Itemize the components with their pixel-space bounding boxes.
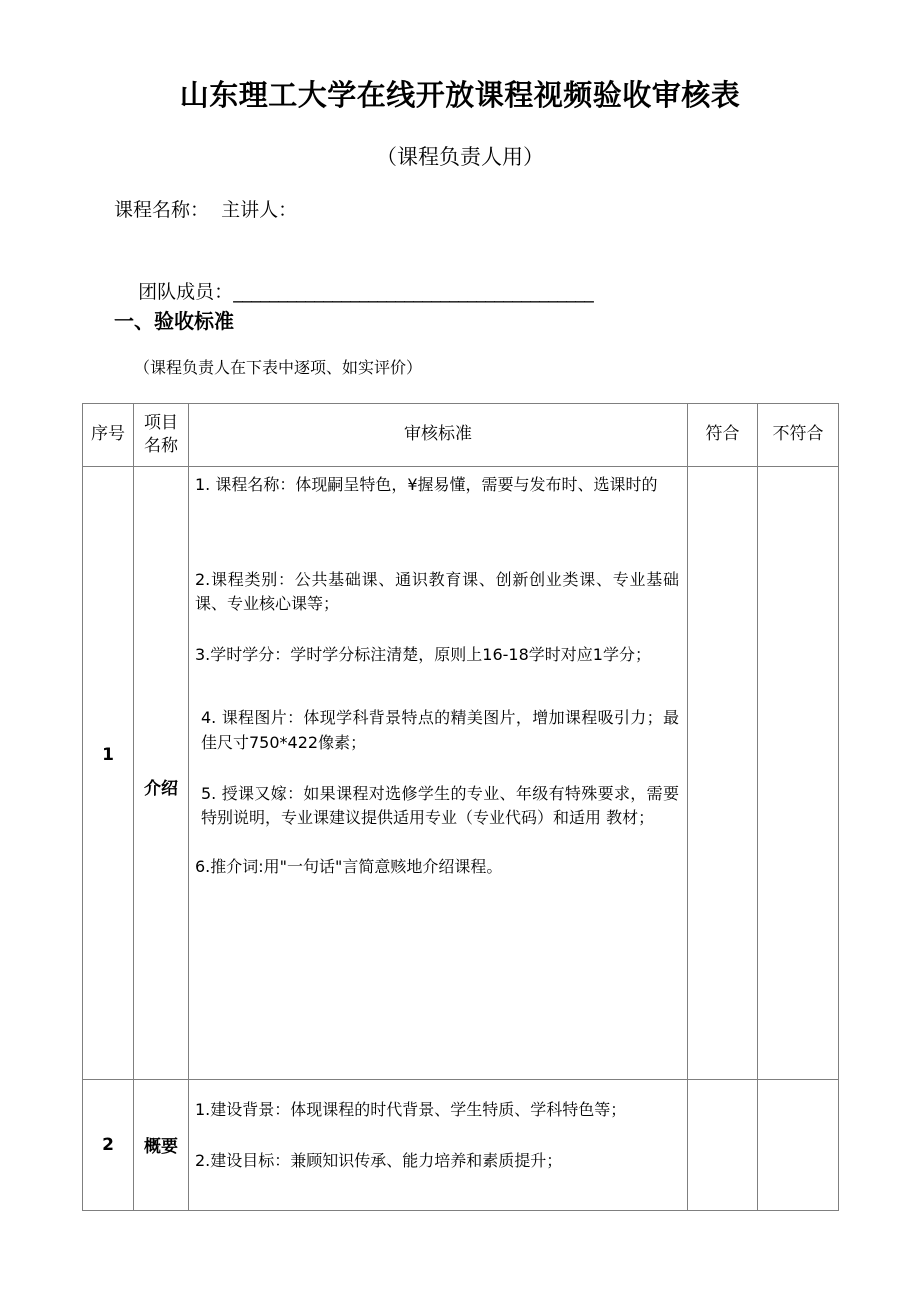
row-item-name-value: 介绍 — [144, 779, 178, 800]
column-header-item-name — [134, 404, 189, 467]
standard-list — [195, 1098, 679, 1174]
row-standard-cell — [189, 466, 688, 1079]
table-header-row — [83, 404, 839, 467]
row-number-cell: 2 — [83, 1079, 134, 1210]
section-note: （课程负责人在下表中逐项、如实评价） — [134, 358, 423, 377]
standard-item: 2.建设目标：兼顾知识传承、能力培养和素质提升； — [195, 1150, 563, 1170]
standard-item: 5. 授课又嫁：如果课程对选修学生的专业、年级有特殊要求，需要特别说明，专业课建议提供适用专业（专业代码）和适用 教材； — [201, 783, 679, 828]
not-conform-checkbox-cell[interactable] — [758, 466, 839, 1079]
page-title: 山东理工大学在线开放课程视频验收审核表 — [179, 78, 741, 112]
standard-item: 1.建设背景：体现课程的时代背景、学生特质、学科特色等； — [195, 1099, 627, 1119]
row-item-name-cell: 概要 — [134, 1079, 189, 1210]
standard-list — [195, 473, 679, 880]
review-criteria-table — [82, 403, 839, 1211]
row-standard-cell — [189, 1079, 688, 1210]
row-number-cell — [83, 466, 134, 1079]
column-header-item-name-line1: 项目 — [144, 413, 178, 433]
standard-item: 4. 课程图片：体现学科背景特点的精美图片，增加课程吸引力；最佳尺寸750*422像素； — [201, 708, 679, 752]
column-header-item-name-line2: 名称 — [144, 435, 178, 456]
column-header-not-conform: 不符合 — [758, 404, 839, 467]
standard-item: 3.学时学分：学时学分标注清楚，原则上16-18学时对应1学分； — [195, 645, 651, 665]
row-item-name-cell — [134, 466, 189, 1079]
table-row — [83, 1079, 839, 1210]
standard-item: 6.推介词:用"一句话"言简意赅地介绍课程。 — [195, 857, 503, 877]
course-and-lecturer-field: 课程名称： 主讲人： — [114, 199, 298, 221]
page-subtitle: （课程负责人用） — [376, 145, 544, 169]
conform-checkbox-cell[interactable] — [688, 466, 758, 1079]
conform-checkbox-cell[interactable] — [688, 1079, 758, 1210]
column-header-no: 序号 — [83, 404, 134, 467]
row-number-value: 1 — [102, 744, 114, 765]
column-header-standard: 审核标准 — [189, 404, 688, 467]
table-row — [83, 466, 839, 1079]
section-heading-criteria: 一、验收标准 — [114, 309, 234, 333]
team-members-blank-rule: ________________________________________ — [233, 280, 594, 303]
standard-item: 1. 课程名称：体现嗣呈特色，¥握易懂，需要与发布时、选课时的 — [195, 474, 658, 494]
column-header-conform: 符合 — [688, 404, 758, 467]
standard-item: 2.课程类别：公共基础课、通识教育课、创新创业类课、专业基础课、专业核心课等； — [195, 569, 679, 614]
team-members-label: 团队成员： — [138, 280, 234, 303]
not-conform-checkbox-cell[interactable] — [758, 1079, 839, 1210]
